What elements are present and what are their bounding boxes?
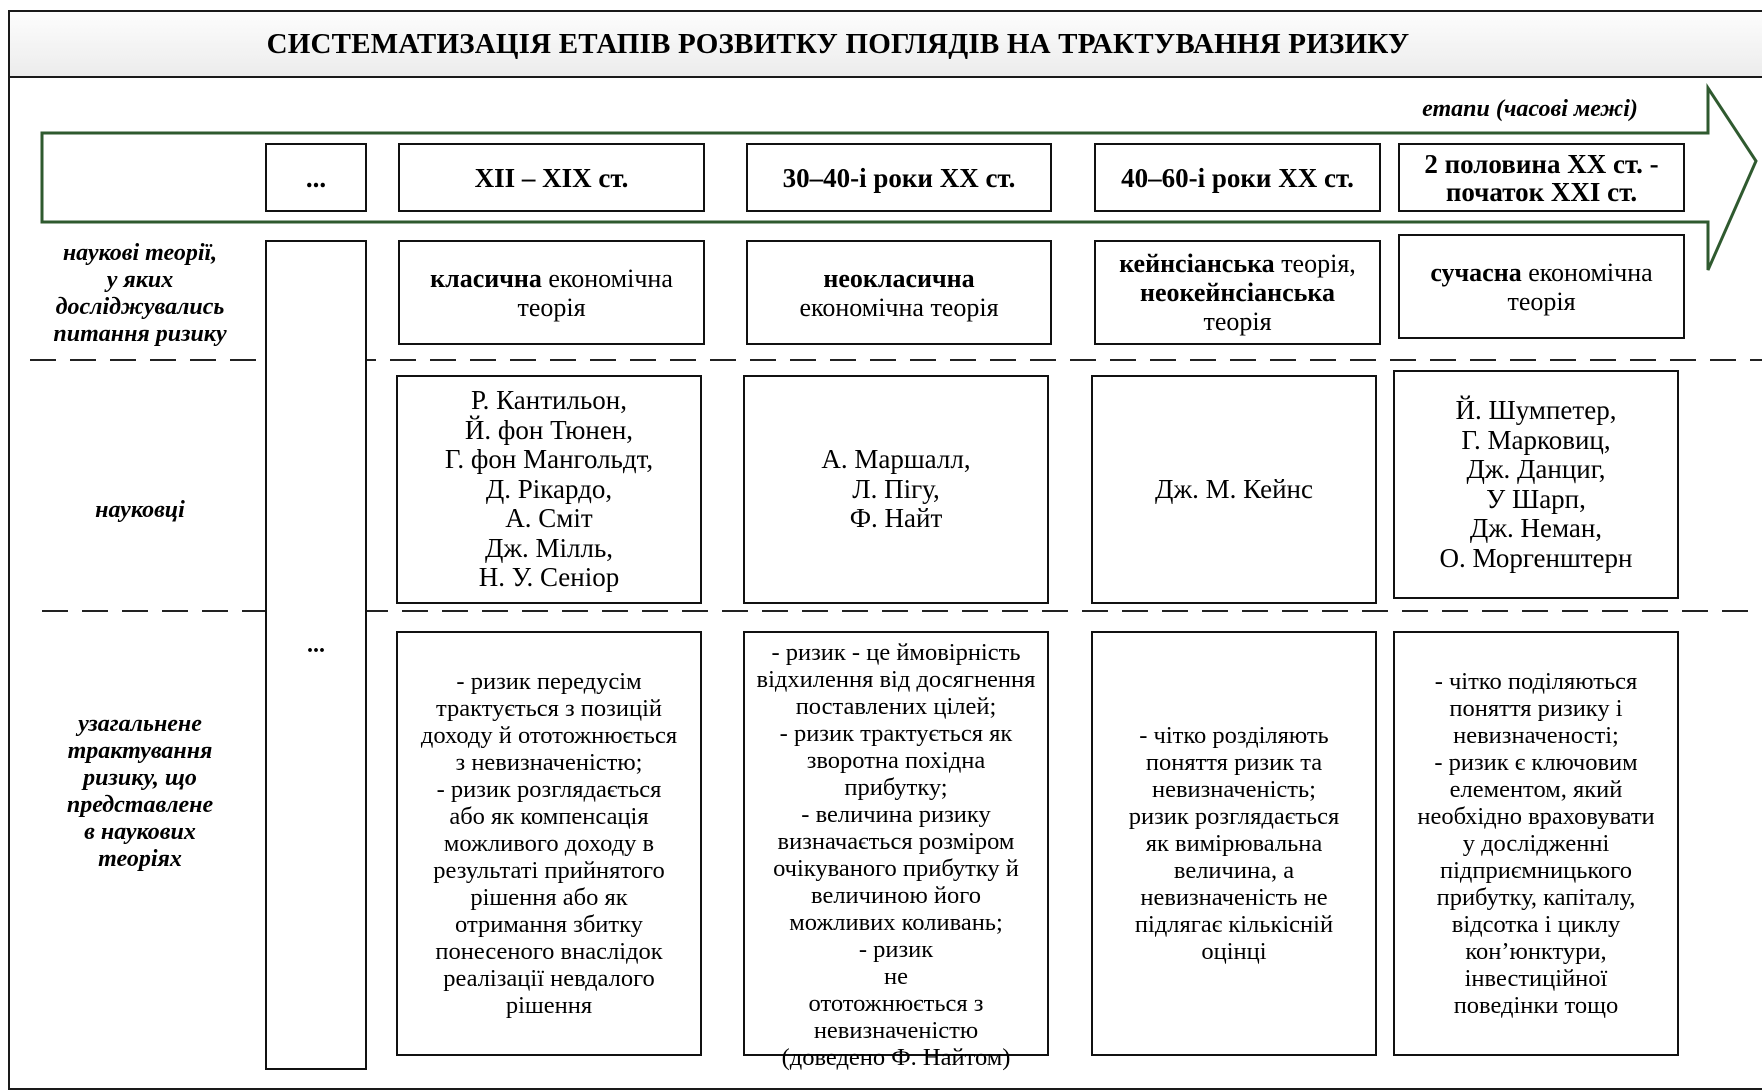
period-box-3: 40–60-і роки ХХ ст. xyxy=(1094,143,1381,212)
row-label-interpretation: узагальнене трактування ризику, що представлене в наукових теоріях xyxy=(66,711,214,872)
period-box-ellipsis: ... xyxy=(265,143,367,212)
interpretation-box-2: - ризик - це ймовірність відхилення від досягнення поставлених цілей; - ризик трактується як зворотна похідна прибутку; - величина ризику визначається розміром очікуваного прибутку й величиною його можливих коливань; - ризик не ототожнюється з невизначеністю (доведено Ф. Найтом) xyxy=(743,631,1049,1056)
scientists-box-1: Р. Кантильон, Й. фон Тюнен, Г. фон Мангольдт, Д. Рікардо, А. Сміт Дж. Мілль, Н. У. Сеніор xyxy=(396,375,702,604)
diagram-title-text: СИСТЕМАТИЗАЦІЯ ЕТАПІВ РОЗВИТКУ ПОГЛЯДІВ НА ТРАКТУВАННЯ РИЗИКУ xyxy=(266,27,1410,60)
scientists-box-3: Дж. М. Кейнс xyxy=(1091,375,1377,604)
period-box-1: ХІІ – ХІХ ст. xyxy=(398,143,705,212)
theory-box-2: неокласична економічна теорія xyxy=(746,240,1052,345)
ellipsis-column xyxy=(265,240,367,1070)
scientists-box-4: Й. Шумпетер, Г. Марковиц, Дж. Данциг, У Шарп, Дж. Неман, О. Моргенштерн xyxy=(1393,370,1679,599)
row-label-scientists: науковці xyxy=(95,497,185,523)
arrow-label: етапи (часові межі) xyxy=(1422,96,1638,122)
interpretation-box-3: - чітко розділяють поняття ризик та невизначеність; ризик розглядається як вимірювальна величина, а невизначеність не підлягає кількісній оцінці xyxy=(1091,631,1377,1056)
interpretation-box-4: - чітко поділяються поняття ризику і невизначеності; - ризик є ключовим елементом, який необхідно враховувати у дослідженні підприємницького прибутку, капіталу, відсотка і циклу кон’юнктури, інвестиційної поведінки тощо xyxy=(1393,631,1679,1056)
diagram-title xyxy=(8,10,1762,78)
period-box-2: 30–40-і роки ХХ ст. xyxy=(746,143,1052,212)
ellipsis-text: ... xyxy=(307,632,325,658)
theory-box-1: класична економічна теорія xyxy=(398,240,705,345)
interpretation-box-1: - ризик передусім трактується з позицій доходу й ототожнюється з невизначеністю; - ризик розглядається або як компенсація можливого доходу в результаті прийнятого рішення або як отримання збитку понесеного внаслідок реалізації невдалого рішення xyxy=(396,631,702,1056)
row-label-theories: наукові теорії, у яких досліджувались питання ризику xyxy=(53,240,227,347)
theory-box-4: сучасна економічна теорія xyxy=(1398,234,1685,339)
period-box-4: 2 половина ХХ ст. - початок ХХІ ст. xyxy=(1398,143,1685,212)
theory-box-3: кейнсіанська теорія, неокейнсіанська теорія xyxy=(1094,240,1381,345)
scientists-box-2: А. Маршалл, Л. Пігу, Ф. Найт xyxy=(743,375,1049,604)
